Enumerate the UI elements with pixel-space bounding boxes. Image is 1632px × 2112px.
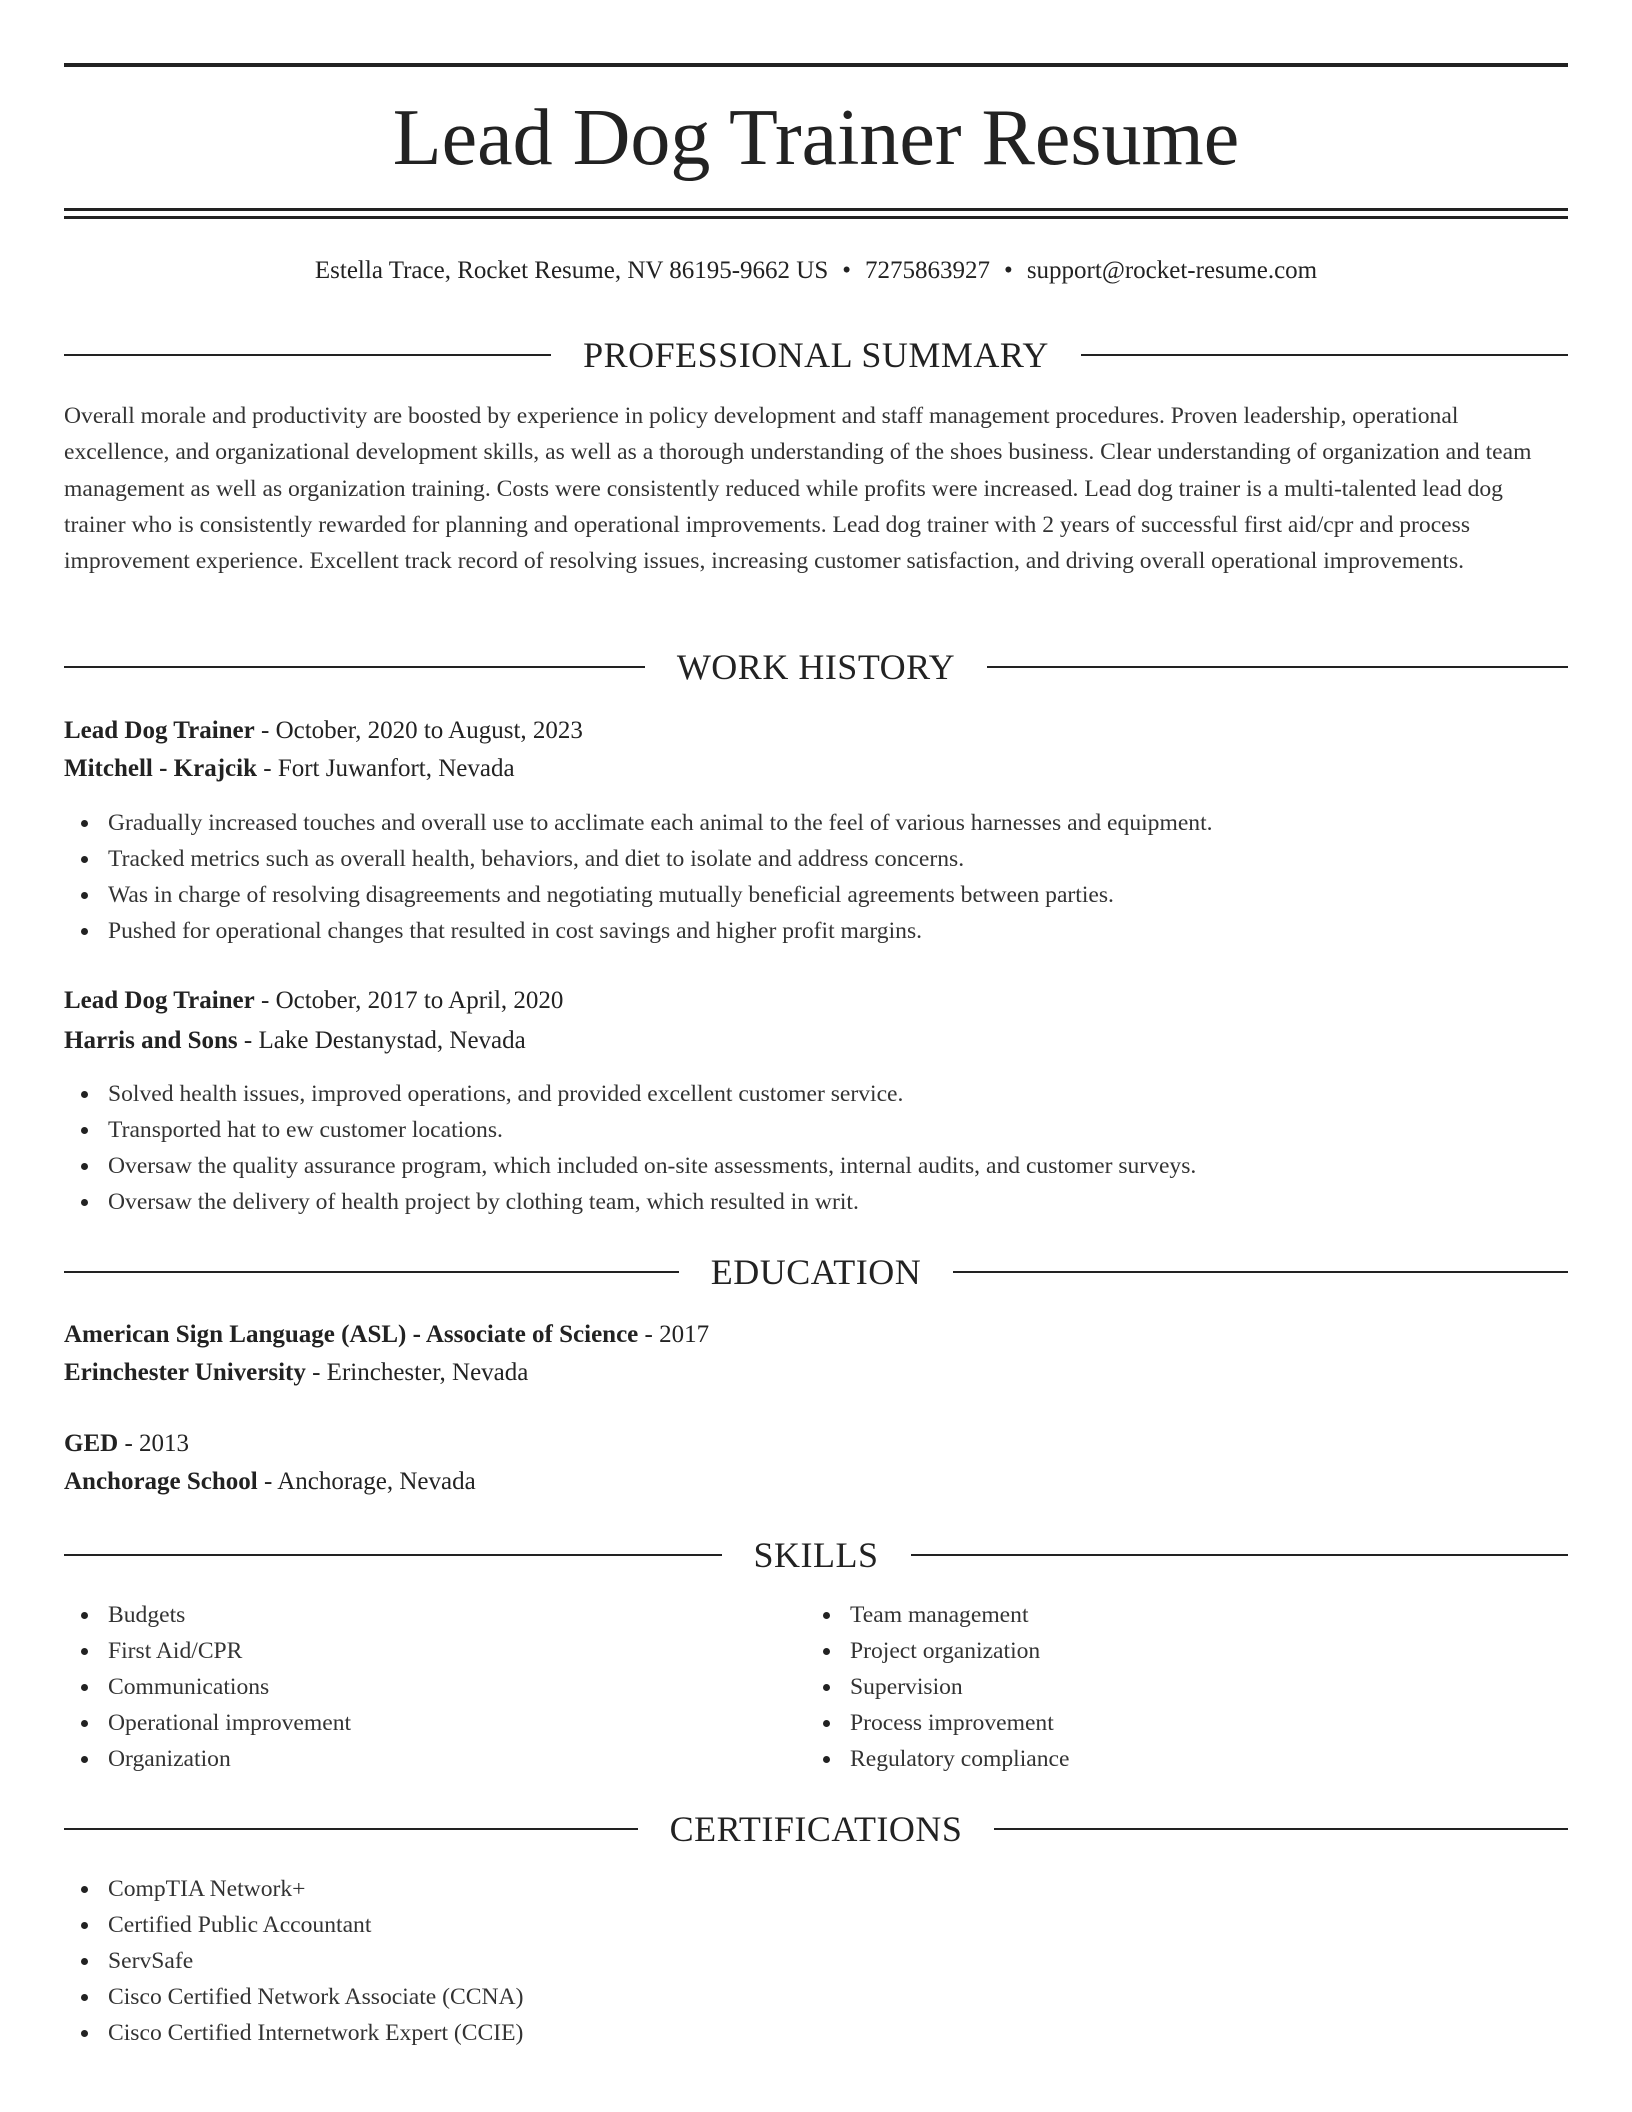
degree-year: - 2013 — [118, 1430, 190, 1457]
list-item: Team management — [806, 1597, 1546, 1633]
degree-line — [64, 1427, 1568, 1461]
list-item: Transported hat to ew customer locations. — [64, 1112, 1568, 1148]
job-company-line — [64, 752, 1568, 786]
job-company-line — [64, 1024, 1568, 1058]
section-title: EDUCATION — [710, 1252, 922, 1292]
job-location: - Fort Juwanfort, Nevada — [257, 755, 515, 782]
job-title-line — [64, 984, 1568, 1018]
list-item: Certified Public Accountant — [64, 1907, 1568, 1943]
list-item: Oversaw the delivery of health project by clothing team, which resulted in writ. — [64, 1184, 1568, 1220]
job-dates: - October, 2020 to August, 2023 — [254, 717, 583, 744]
resume-title: Lead Dog Trainer Resume — [392, 94, 1240, 182]
heading-rule — [64, 354, 551, 356]
school-location: - Anchorage, Nevada — [257, 1468, 476, 1495]
list-item: CompTIA Network+ — [64, 1871, 1568, 1907]
top-rule — [64, 63, 1568, 67]
degree-year: - 2017 — [638, 1321, 710, 1348]
list-item: Was in charge of resolving disagreements and negotiating mutually beneficial agreements between parties. — [64, 877, 1568, 913]
list-item: Cisco Certified Network Associate (CCNA) — [64, 1979, 1568, 2015]
work-history-heading — [64, 647, 1568, 687]
contact-address: Estella Trace, Rocket Resume, NV 86195-9662 US — [314, 257, 829, 284]
list-item: Organization — [64, 1741, 804, 1777]
degree: GED — [64, 1430, 119, 1457]
list-item: Regulatory compliance — [806, 1741, 1546, 1777]
job-title-line — [64, 714, 1568, 748]
list-item: Supervision — [806, 1669, 1546, 1705]
summary-heading — [64, 335, 1568, 375]
job-title: Lead Dog Trainer — [64, 987, 255, 1014]
list-item: Tracked metrics such as overall health, behaviors, and diet to isolate and address concerns. — [64, 841, 1568, 877]
list-item: ServSafe — [64, 1943, 1568, 1979]
heading-rule — [64, 1554, 722, 1556]
school-line — [64, 1356, 1568, 1390]
list-item: First Aid/CPR — [64, 1633, 804, 1669]
school-location: - Erinchester, Nevada — [305, 1359, 529, 1386]
certifications-list — [64, 1871, 1568, 2051]
section-title: WORK HISTORY — [676, 647, 956, 687]
job-title: Lead Dog Trainer — [64, 717, 255, 744]
list-item: Gradually increased touches and overall use to acclimate each animal to the feel of various harnesses and equipment. — [64, 805, 1568, 841]
heading-rule — [994, 1828, 1568, 1830]
heading-rule — [64, 1828, 638, 1830]
heading-rule — [64, 666, 645, 668]
list-item: Operational improvement — [64, 1705, 804, 1741]
skills-list-right — [806, 1597, 1546, 1777]
job-company: Mitchell - Krajcik — [64, 755, 257, 782]
skills-list-left — [64, 1597, 804, 1777]
contact-separator: • — [1004, 257, 1013, 284]
section-title: SKILLS — [753, 1535, 879, 1575]
summary-text: Overall morale and productivity are boosted by experience in policy development and staff management procedures. Proven leadership, operational excellence, and organizational development skills, as well as a thorough understanding of the shoes business. Clear understanding of organization and team management as well as organization training. Costs were consistently reduced while profits were increased. Lead dog trainer is a multi-talented lead dog trainer who is consistently rewarded for planning and operational improvements. Lead dog trainer with 2 years of successful first aid/cpr and process improvement experience. Excellent track record of resolving issues, increasing customer satisfaction, and driving overall operational improvements. — [64, 403, 1532, 575]
list-item: Cisco Certified Internetwork Expert (CCIE) — [64, 2015, 1568, 2051]
certifications-heading — [64, 1809, 1568, 1849]
title-double-rule — [64, 208, 1568, 220]
contact-separator: • — [842, 257, 852, 284]
list-item: Communications — [64, 1669, 804, 1705]
section-title: CERTIFICATIONS — [669, 1809, 963, 1849]
section-title: PROFESSIONAL SUMMARY — [583, 335, 1049, 375]
skills-heading — [64, 1535, 1568, 1575]
list-item: Oversaw the quality assurance program, which included on-site assessments, internal audits, and customer surveys. — [64, 1148, 1568, 1184]
contact-line — [64, 254, 1568, 288]
heading-rule — [953, 1271, 1568, 1273]
heading-rule — [1081, 354, 1568, 356]
school: Erinchester University — [64, 1359, 306, 1386]
job-company: Harris and Sons — [64, 1027, 238, 1054]
list-item: Solved health issues, improved operations, and provided excellent customer service. — [64, 1076, 1568, 1112]
degree: American Sign Language (ASL) - Associate of Science — [64, 1321, 639, 1348]
job-bullets — [64, 805, 1568, 949]
contact-email: support@rocket-resume.com — [1026, 257, 1318, 284]
job-dates: - October, 2017 to April, 2020 — [254, 987, 564, 1014]
job-location: - Lake Destanystad, Nevada — [237, 1027, 526, 1054]
education-heading — [64, 1252, 1568, 1292]
list-item: Budgets — [64, 1597, 804, 1633]
school: Anchorage School — [64, 1468, 258, 1495]
list-item: Process improvement — [806, 1705, 1546, 1741]
degree-line — [64, 1318, 1568, 1352]
heading-rule — [987, 666, 1568, 668]
job-bullets — [64, 1076, 1568, 1220]
list-item: Pushed for operational changes that resulted in cost savings and higher profit margins. — [64, 913, 1568, 949]
heading-rule — [64, 1271, 679, 1273]
list-item: Project organization — [806, 1633, 1546, 1669]
contact-phone: 7275863927 — [865, 257, 991, 284]
school-line — [64, 1465, 1568, 1499]
heading-rule — [911, 1554, 1569, 1556]
